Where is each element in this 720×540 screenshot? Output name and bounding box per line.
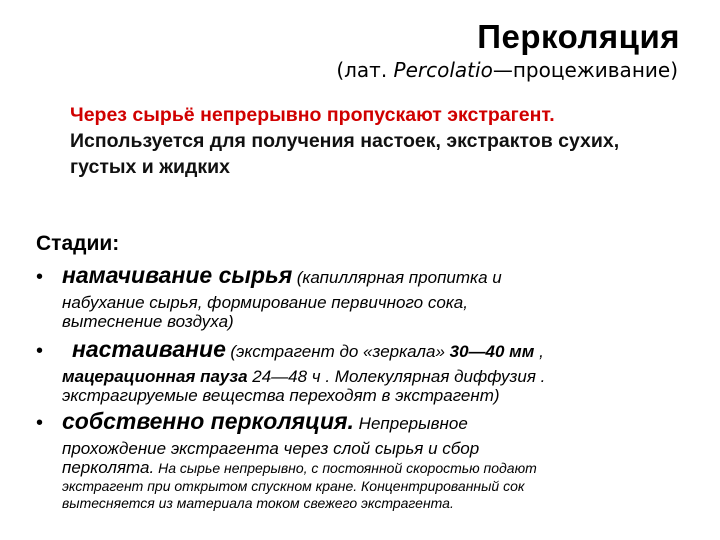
bullet: • xyxy=(36,412,44,434)
stage-term: настаивание xyxy=(72,336,226,362)
stage-term: собственно перколяция. xyxy=(62,408,354,434)
stage-item-percolation xyxy=(36,408,696,512)
stage-desc: перколята. xyxy=(62,458,155,477)
slide-subtitle xyxy=(336,58,678,82)
stage-desc: , xyxy=(534,342,544,361)
slide-title: Перколяция xyxy=(477,18,680,55)
stage-desc-line: прохождение экстрагента через слой сырья и сбор xyxy=(62,439,480,458)
stage-desc: 24—48 ч . Молекулярная диффузия . xyxy=(247,367,546,386)
stage-desc-line: экстрагент при открытом спускном кране. Концентрированный сок xyxy=(62,478,525,494)
stage-desc-line: вытесняется из материала током свежего экстрагента. xyxy=(62,495,454,511)
stage-desc: (капиллярная пропитка и xyxy=(296,268,502,287)
stage-item-infusing xyxy=(36,336,696,405)
intro-block xyxy=(70,102,630,180)
stage-term: намачивание сырья xyxy=(62,262,293,288)
stage-desc-bold: 30—40 мм xyxy=(449,342,535,361)
intro-black-text: Используется для получения настоек, экстрактов сухих, густых и жидких xyxy=(70,130,620,178)
stage-desc-small: На сырье непрерывно, с постоянной скоростью подают xyxy=(154,460,537,476)
stage-desc-bold: мацерационная пауза xyxy=(62,367,248,386)
bullet: • xyxy=(36,266,44,288)
stages-label: Стадии: xyxy=(36,232,120,255)
stage-desc-line xyxy=(36,458,696,478)
stage-desc: (экстрагент до «зеркала» xyxy=(230,342,450,361)
subtitle-suffix: —процеживание) xyxy=(492,58,678,82)
bullet: • xyxy=(36,340,44,362)
stage-desc-line: вытеснение воздуха) xyxy=(62,312,234,331)
stage-desc-line: экстрагируемые вещества переходят в экстрагент) xyxy=(62,386,500,405)
intro-red-text: Через сырьё непрерывно пропускают экстрагент. xyxy=(70,104,555,126)
stage-desc-line xyxy=(36,367,696,386)
subtitle-latin: Percolatio xyxy=(393,58,493,82)
stage-desc-line: набухание сырья, формирование первичного сока, xyxy=(62,293,468,312)
stage-item-soaking xyxy=(36,262,696,331)
subtitle-prefix: (лат. xyxy=(336,58,394,82)
stage-desc: Непрерывное xyxy=(353,414,468,433)
